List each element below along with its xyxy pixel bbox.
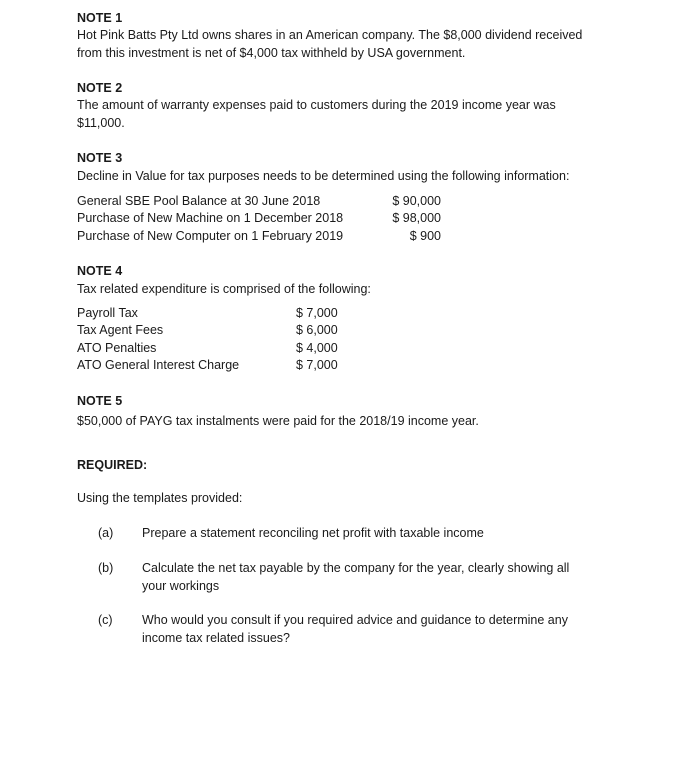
note4-item-amount: $ 7,000 [296, 358, 338, 372]
note1-line2: from this investment is net of $4,000 tax withheld by USA government. [77, 46, 466, 60]
note1-line1: Hot Pink Batts Pty Ltd owns shares in an American company. The $8,000 dividend received [77, 28, 583, 42]
note3-item-label: General SBE Pool Balance at 30 June 2018 [77, 194, 321, 208]
note2-line2: $11,000. [77, 116, 125, 130]
required-item-line1: Calculate the net tax payable by the company for the year, clearly showing all [142, 561, 570, 575]
note3-intro: Decline in Value for tax purposes needs to be determined using the following information: [77, 169, 570, 183]
note4-item-label: ATO Penalties [77, 341, 157, 355]
note3-item-amount: $ 98,000 [392, 211, 441, 225]
required-item-line1: Who would you consult if you required advice and guidance to determine any [142, 613, 568, 627]
note5-text: $50,000 of PAYG tax instalments were paid for the 2018/19 income year. [77, 414, 479, 428]
required-intro: Using the templates provided: [77, 491, 243, 505]
required-item-marker: (b) [98, 561, 114, 575]
note4-item-label: ATO General Interest Charge [77, 358, 240, 372]
required-heading: REQUIRED: [77, 458, 148, 472]
required-item-line2: income tax related issues? [142, 631, 290, 645]
note3-item-label: Purchase of New Computer on 1 February 2019 [77, 229, 344, 243]
note1-heading: NOTE 1 [77, 11, 123, 25]
note5-heading: NOTE 5 [77, 394, 123, 408]
required-item-marker: (c) [98, 613, 113, 627]
note4-item-label: Payroll Tax [77, 306, 138, 320]
required-item-marker: (a) [98, 526, 114, 540]
note4-item-label: Tax Agent Fees [77, 323, 164, 337]
note3-heading: NOTE 3 [77, 151, 123, 165]
required-item-line1: Prepare a statement reconciling net profit with taxable income [142, 526, 484, 540]
required-item-line2: your workings [142, 579, 220, 593]
note4-item-amount: $ 7,000 [296, 306, 338, 320]
note4-item-amount: $ 4,000 [296, 341, 338, 355]
note3-item-amount: $ 900 [409, 229, 441, 243]
note3-item-amount: $ 90,000 [392, 194, 441, 208]
note4-item-amount: $ 6,000 [296, 323, 338, 337]
note4-intro: Tax related expenditure is comprised of the following: [77, 282, 371, 296]
note2-line1: The amount of warranty expenses paid to customers during the 2019 income year was [77, 98, 556, 112]
note4-heading: NOTE 4 [77, 264, 123, 278]
note2-heading: NOTE 2 [77, 81, 123, 95]
note3-item-label: Purchase of New Machine on 1 December 2018 [77, 211, 344, 225]
